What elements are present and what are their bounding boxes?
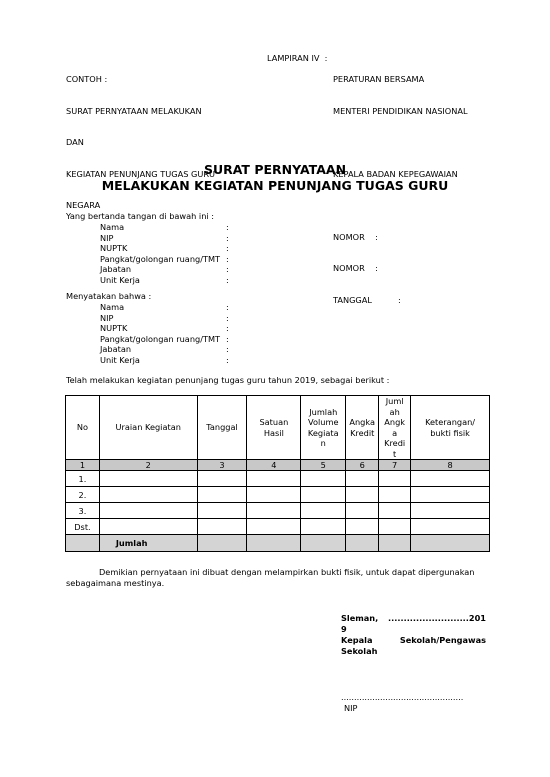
table-cell[interactable] [411,503,490,519]
index-cell: 7 [379,460,411,471]
header-right-line: NOMOR : [333,263,378,273]
table-cell[interactable] [247,519,301,535]
header-cell: Keterangan/ bukti fisik [411,396,490,460]
table-cell[interactable] [247,487,301,503]
field-colon: : [226,274,229,285]
total-spacer [66,535,100,552]
table-cell[interactable] [301,471,346,487]
table-cell[interactable] [99,471,197,487]
table-cell[interactable] [411,487,490,503]
table-cell[interactable] [379,471,411,487]
section1-intro: Yang bertanda tangan di bawah ini : [66,211,215,221]
row-number: 1. [66,471,100,487]
field-colon: : [226,253,229,264]
header-right-line: TANGGAL : [333,294,401,305]
row-number: Dst. [66,519,100,535]
total-spacer [379,535,411,552]
total-spacer [301,535,346,552]
header-cell: No [66,396,100,460]
signature-block [341,613,486,657]
header-right-line: NOMOR : [333,231,378,242]
header-right-line: PERATURAN BERSAMA [333,74,425,84]
sign-role-left: Kepala [341,635,373,645]
table-cell[interactable] [301,487,346,503]
table-header-row [66,396,490,460]
table-cell[interactable] [197,487,247,503]
field-label: NUPTK [100,323,128,333]
header-left [66,53,215,221]
header-left-line: NEGARA [66,200,101,210]
field-label: Unit Kerja [100,274,140,285]
total-spacer [197,535,247,552]
field-label: NUPTK [100,243,128,253]
field-label: Pangkat/golongan ruang/TMT [100,333,221,344]
index-cell: 8 [411,460,490,471]
section2-intro: Menyatakan bahwa : [66,291,152,301]
field-label: NIP [100,312,114,323]
document-title-line1: SURAT PERNYATAAN [203,162,347,177]
table-cell[interactable] [346,519,379,535]
field-colon: : [226,232,229,243]
field-colon: : [226,333,229,344]
table-cell[interactable] [99,519,197,535]
table-cell[interactable] [411,519,490,535]
field-colon: : [226,344,229,354]
header-left-line: SURAT PERNYATAAN MELAKUKAN [66,105,202,116]
total-spacer [411,535,490,552]
sign-place: Sleman, [341,613,379,623]
closing-line2: sebagaimana mestinya. [66,577,165,588]
table-row [66,519,490,535]
table-cell[interactable] [99,503,197,519]
header-right-line [333,137,468,148]
index-cell: 5 [301,460,346,471]
sign-role-line2: Sekolah [341,646,378,656]
table-cell[interactable] [379,519,411,535]
table-index-row [66,460,490,471]
header-cell: Juml ah Angk a Kredi t [379,396,411,460]
header-cell: Angka Kredit [346,396,379,460]
total-spacer [346,535,379,552]
field-label: Nama [100,222,125,232]
index-cell: 4 [247,460,301,471]
header-cell: Satuan Hasil [247,396,301,460]
field-label: Pangkat/golongan ruang/TMT [100,253,221,264]
table-cell[interactable] [301,503,346,519]
header-cell: Jumlah Volume Kegiata n [301,396,346,460]
field-label: Unit Kerja [100,354,140,365]
row-number: 3. [66,503,100,519]
table-row [66,471,490,487]
table-cell[interactable] [197,519,247,535]
table-cell[interactable] [247,471,301,487]
field-label: Jabatan [100,264,132,274]
activity-table [65,395,490,552]
index-cell: 6 [346,460,379,471]
table-cell[interactable] [247,503,301,519]
total-label: Jumlah [99,535,197,552]
field-colon: : [226,312,229,323]
sign-date: ..........................201 [388,613,486,623]
header-right-line: KEPALA BADAN KEPEGAWAIAN [333,168,458,179]
table-cell[interactable] [301,519,346,535]
signature-nip: NIP [344,703,358,713]
field-label: Jabatan [100,344,132,354]
header-left-line: CONTOH : [66,74,108,84]
statement-text: Telah melakukan kegiatan penunjang tugas guru tahun 2019, sebagai berikut : [66,375,390,385]
header-left-line: DAN [66,137,84,147]
table-cell[interactable] [346,471,379,487]
field-colon: : [226,323,229,333]
field-colon: : [226,264,229,274]
table-row [66,503,490,519]
table-cell[interactable] [379,487,411,503]
table-cell[interactable] [379,503,411,519]
table-cell[interactable] [197,471,247,487]
field-colon: : [226,302,229,312]
signature-line: ............................................... [341,692,464,702]
total-spacer [247,535,301,552]
table-cell[interactable] [346,503,379,519]
index-cell: 3 [197,460,247,471]
table-cell[interactable] [99,487,197,503]
field-colon: : [226,354,229,365]
index-cell: 2 [99,460,197,471]
index-cell: 1 [66,460,100,471]
header-cell: Tanggal [197,396,247,460]
table-cell[interactable] [197,503,247,519]
sign-role-right: Sekolah/Pengawas [399,635,486,645]
table-total-row [66,535,490,552]
header-left-line: KEGIATAN PENUNJANG TUGAS GURU [66,168,216,179]
lampiran-label: LAMPIRAN IV : [267,53,328,63]
field-colon: : [226,222,229,232]
table-cell[interactable] [411,471,490,487]
table-cell[interactable] [346,487,379,503]
table-row [66,487,490,503]
header-right-line: MENTERI PENDIDIKAN NASIONAL [333,105,468,116]
document-title-line2: MELAKUKAN KEGIATAN PENUNJANG TUGAS GURU [101,178,449,193]
header-right-line [333,200,468,211]
field-colon: : [226,243,229,253]
field-label: NIP [100,232,114,243]
closing-line1: Demikian pernyataan ini dibuat dengan melampirkan bukti fisik, untuk dapat dipergunakan [99,567,475,577]
header-cell: Uraian Kegiatan [99,396,197,460]
row-number: 2. [66,487,100,503]
sign-date-end: 9 [341,624,347,634]
field-label: Nama [100,302,125,312]
